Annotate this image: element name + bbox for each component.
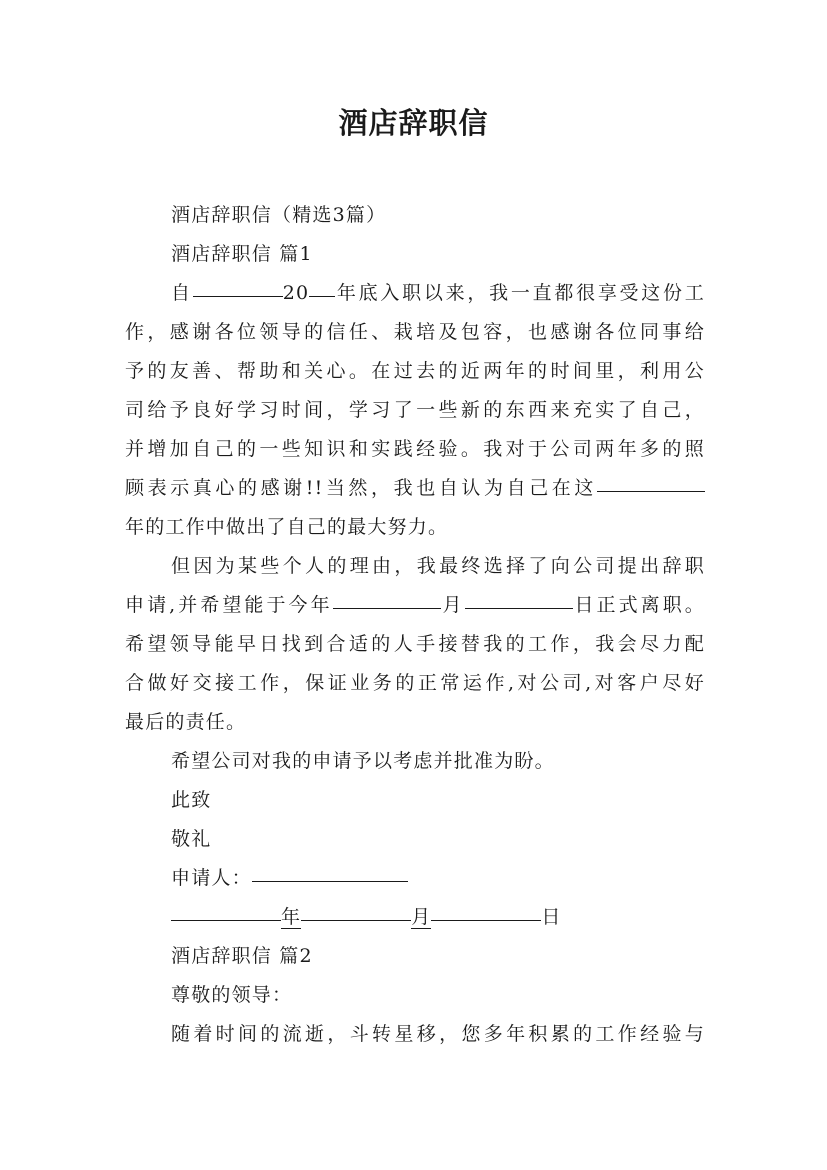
text: 顾表示真心的感谢!!当然，我也自认为自己在这 — [125, 477, 597, 499]
blank-line — [171, 919, 281, 921]
paragraph-1-line-3: 予的友善、帮助和关心。在过去的近两年的时间里，利用公 — [125, 360, 705, 382]
paragraph-2-line-5: 最后的责任。 — [125, 711, 247, 733]
paragraph-1-line-2: 作，感谢各位领导的信任、栽培及包容，也感谢各位同事给 — [125, 321, 705, 343]
day-label: 日 — [541, 906, 562, 928]
paragraph-1-line-7: 年的工作中做出了自己的最大努力。 — [125, 516, 449, 538]
paragraph-1-line-5: 并增加自己的一些知识和实践经验。我对于公司两年多的照 — [125, 438, 705, 460]
paragraph-2-line-1: 但因为某些个人的理由，我最终选择了向公司提出辞职 — [171, 555, 705, 577]
closing-2: 敬礼 — [171, 828, 212, 850]
blank-line — [465, 607, 573, 609]
year-label: 年 — [281, 906, 302, 928]
paragraph-2-line-2 — [125, 586, 705, 625]
closing-1: 此致 — [171, 789, 212, 811]
blank-line — [333, 607, 441, 609]
subtitle: 酒店辞职信（精选3篇） — [171, 204, 387, 226]
paragraph-4-line-1: 随着时间的流逝，斗转星移，您多年积累的工作经验与 — [171, 1023, 705, 1045]
applicant-line — [125, 859, 705, 898]
month-label: 月 — [411, 906, 432, 928]
paragraph-2-line-4: 合做好交接工作，保证业务的正常运作,对公司,对客户尽好 — [125, 672, 705, 694]
section-heading-2: 酒店辞职信 篇2 — [171, 945, 313, 967]
paragraph-3: 希望公司对我的申请予以考虑并批准为盼。 — [171, 750, 555, 772]
blank-line — [193, 295, 283, 297]
text: 自 — [171, 282, 193, 304]
greeting: 尊敬的领导： — [171, 984, 293, 1006]
paragraph-1-line-4: 司给予良好学习时间，学习了一些新的东西来充实了自己， — [125, 399, 705, 421]
paragraph-2-line-3: 希望领导能早日找到合适的人手接替我的工作，我会尽力配 — [125, 633, 705, 655]
text: 年底入职以来，我一直都很享受这份工 — [335, 282, 705, 304]
date-line — [125, 898, 705, 937]
blank-line — [431, 919, 541, 921]
section-heading-1: 酒店辞职信 篇1 — [171, 243, 313, 265]
page-title: 酒店辞职信 — [338, 106, 489, 140]
applicant-label: 申请人： — [171, 867, 252, 889]
blank-line — [301, 919, 411, 921]
letter-body — [125, 196, 705, 1054]
paragraph-1-line-6 — [125, 469, 705, 508]
text: 日正式离职。 — [572, 594, 706, 616]
blank-line — [309, 295, 335, 297]
text: 申请,并希望能于今年 — [125, 594, 333, 616]
month-label: 月 — [440, 594, 465, 616]
year-prefix: 20 — [282, 282, 310, 304]
blank-line — [252, 880, 408, 882]
blank-line — [597, 490, 705, 492]
paragraph-1-line-1 — [125, 274, 705, 313]
